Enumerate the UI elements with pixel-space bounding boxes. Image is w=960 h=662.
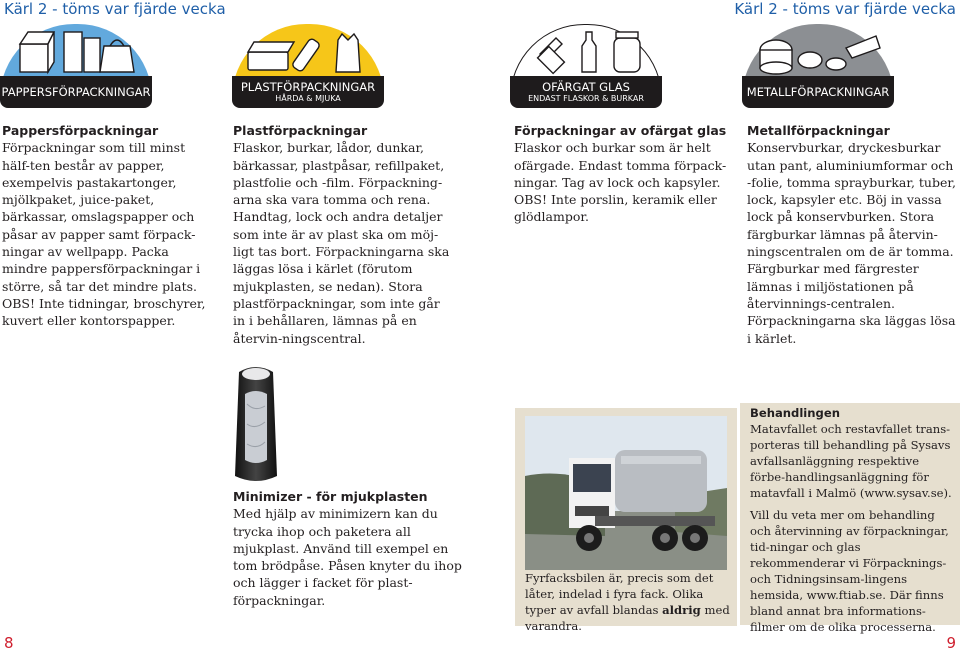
caption-text-start: Fyrfacksbilen är, precis som det låter, indelad i fyra fack. Olika typer av avfall blandas [525,571,714,617]
plastic-title: Plastförpackningar [233,123,368,138]
treatment-paragraph-1: Matavfallet och restavfallet trans-porteras till behandling på Sysavs avfallsanläggning respektive förbe-handlingsanläggning för matavfall i Malmö (www.sysav.se). [750,422,952,500]
page-number-right: 9 [946,634,956,652]
minimizer-body: Med hjälp av minimizern kan du trycka ihop och paketera all mjukplast. Använd till exempel en tom brödpåse. Påsen knyter du ihop och lägger i facket för plast-förpackningar. [233,506,462,608]
badge-sublabel: HÅRDA & MJUKA [275,94,341,103]
paper-body: Förpackningar som till minst hälf-ten består av papper, exempelvis pastakartonger, mjölkpaket, juice-paket, bärkassar, omslagspapper och påsar av papper samt förpack-ningar av wellpapp. Packa mindre pappersförpackningar i större, så tar det mindre plats. OBS! Inte tidningar, broschyrer, kuvert eller kontorspapper. [2,140,206,329]
badge-plastic [232,24,384,108]
badge-band [742,76,894,108]
badge-label: METALLFÖRPACKNINGAR [746,85,890,99]
badge-band [510,76,662,108]
garbage-truck-image [525,416,727,570]
treatment-panel [740,403,960,634]
minimizer-section [233,488,463,609]
clear-glass-icon [510,24,662,80]
metal-title: Metallförpackningar [747,123,890,138]
header-title-right: Kärl 2 - töms var fjärde vecka [734,0,956,18]
treatment-title: Behandlingen [750,406,840,420]
minimizer-bin-image [233,364,279,488]
badge-metal [742,24,894,108]
paper-section [2,122,216,330]
glass-body: Flaskor och burkar som är helt ofärgade. Endast tomma förpack-ningar. Tag av lock och kapsyler. OBS! Inte porslin, keramik eller glödlampor. [514,140,727,225]
truck-panel [515,408,737,633]
badge-band [0,76,152,108]
page-number-left: 8 [4,634,14,652]
badge-band [232,76,384,108]
metal-packaging-icon [742,24,894,80]
badge-paper [0,24,152,108]
metal-section [747,122,959,347]
truck-photo [525,416,727,570]
plastic-body: Flaskor, burkar, lådor, dunkar, bärkassar, plastpåsar, refillpaket, plastfolie och -film. Förpackning-arna ska vara tomma och rena. Handtag, lock och andra detaljer som inte är av plast ska om möj-ligt tas bort. Förpackningarna ska läggas lösa i kärlet (förutom mjukplasten, se nedan). Stora plastförpackningar, som inte går in i behållaren, lämnas på en återvin-ningscentral. [233,140,450,346]
metal-body: Konservburkar, dryckesburkar utan pant, aluminiumformar och -folie, tomma sprayburkar, tuber, lock, kapsyler etc. Böj in vassa lock på konservburken. Stora färgburkar lämnas på återvin-ningscentralen om de är tomma. Färgburkar med färgrester lämnas i miljöstationen på återvinnings-centralen. Förpackningarna ska läggas lösa i kärlet. [747,140,956,346]
plastic-packaging-icon [232,24,384,80]
plastic-section [233,122,455,347]
header-title-left: Kärl 2 - töms var fjärde vecka [4,0,226,18]
glass-title: Förpackningar av ofärgat glas [514,123,727,138]
treatment-paragraph-2: Vill du veta mer om behandling och återvinning av förpackningar, tid-ningar och glas rekommenderar vi Förpacknings- och Tidningsinsam-lingens hemsida, www.ftiab.se. Där finns bland annat bra informations-filmer om de olika processerna. [750,508,949,634]
caption-text-end: med varandra. [525,603,730,633]
minimizer-title: Minimizer - för mjukplasten [233,489,428,504]
glass-section [514,122,728,226]
paper-packaging-icon [0,24,152,80]
paper-title: Pappersförpackningar [2,123,159,138]
badge-label: PLASTFÖRPACKNINGAR [240,80,376,94]
truck-caption [525,570,731,634]
caption-emphasis: aldrig [662,603,701,617]
badge-label: PAPPERSFÖRPACKNINGAR [1,85,151,99]
badge-clear-glass [510,24,662,108]
badge-label: OFÄRGAT GLAS [542,80,630,94]
badge-sublabel: ENDAST FLASKOR & BURKAR [528,94,644,103]
